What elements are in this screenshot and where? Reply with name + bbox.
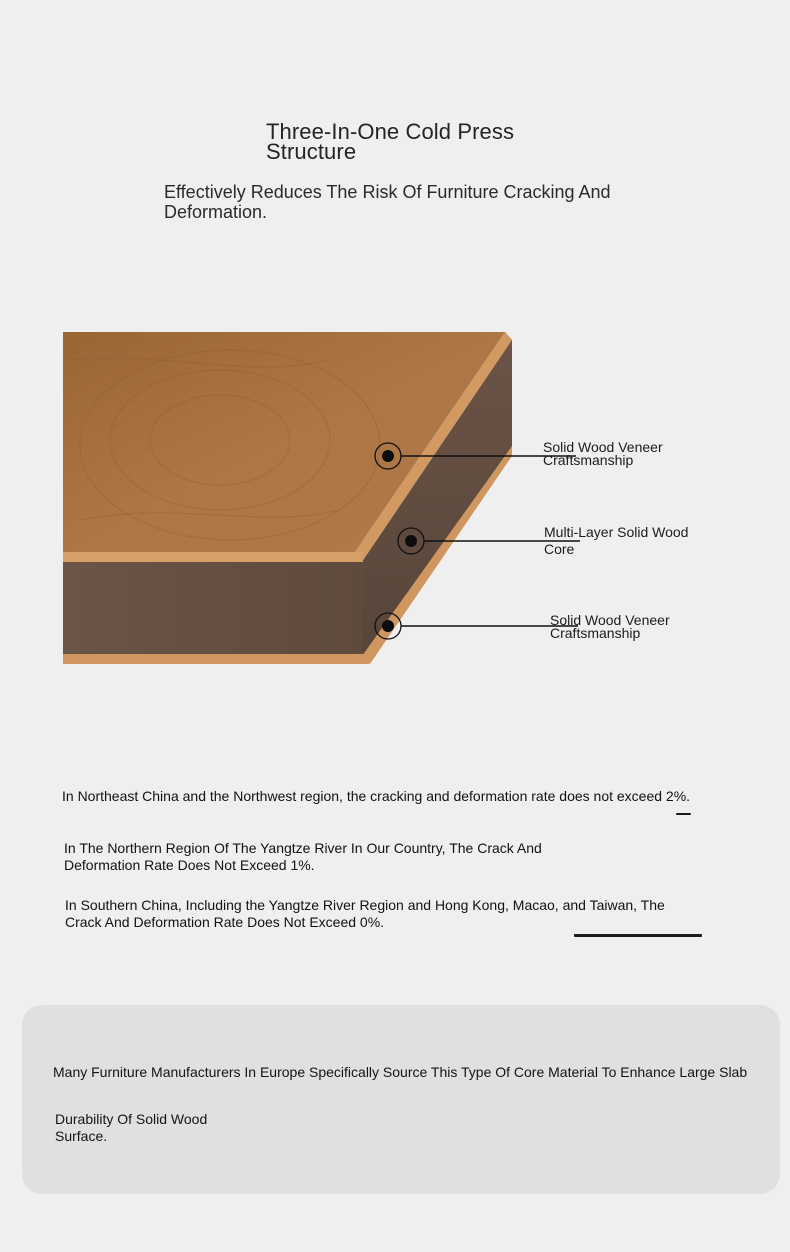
callout-label-bottom-veneer: Solid Wood Veneer Craftsmanship xyxy=(550,612,670,641)
stat-southern-china: In Southern China, Including the Yangtze River Region and Hong Kong, Macao, and Taiwan, The Crack And Deformation Rate Does Not Exceed 0%. xyxy=(65,897,665,930)
divider-dash xyxy=(676,813,691,815)
front-top-veneer xyxy=(63,552,363,562)
front-core xyxy=(63,562,363,654)
page-subtitle: Effectively Reduces The Risk Of Furniture Cracking And Deformation. xyxy=(164,182,611,222)
callout-label-core: Multi-Layer Solid Wood Core xyxy=(544,524,689,557)
stat-northeast: In Northeast China and the Northwest region, the cracking and deformation rate does not exceed 2%. xyxy=(62,788,691,804)
page-title: Three-In-One Cold Press Structure xyxy=(266,119,515,164)
callout-label-top-veneer: Solid Wood Veneer Craftsmanship xyxy=(543,439,663,468)
panel-text-line1: Many Furniture Manufacturers In Europe Specifically Source This Type Of Core Material To Enhance Large Slab xyxy=(53,1064,748,1080)
callout-marker-bottom-veneer xyxy=(375,613,578,639)
divider-underline xyxy=(574,934,702,937)
panel-text-line2: Durability Of Solid Wood Surface. xyxy=(55,1111,208,1144)
info-panel xyxy=(22,1005,780,1194)
front-bottom-veneer xyxy=(63,654,369,664)
stat-northern-yangtze: In The Northern Region Of The Yangtze River In Our Country, The Crack And Deformation Rate Does Not Exceed 1%. xyxy=(64,840,542,873)
